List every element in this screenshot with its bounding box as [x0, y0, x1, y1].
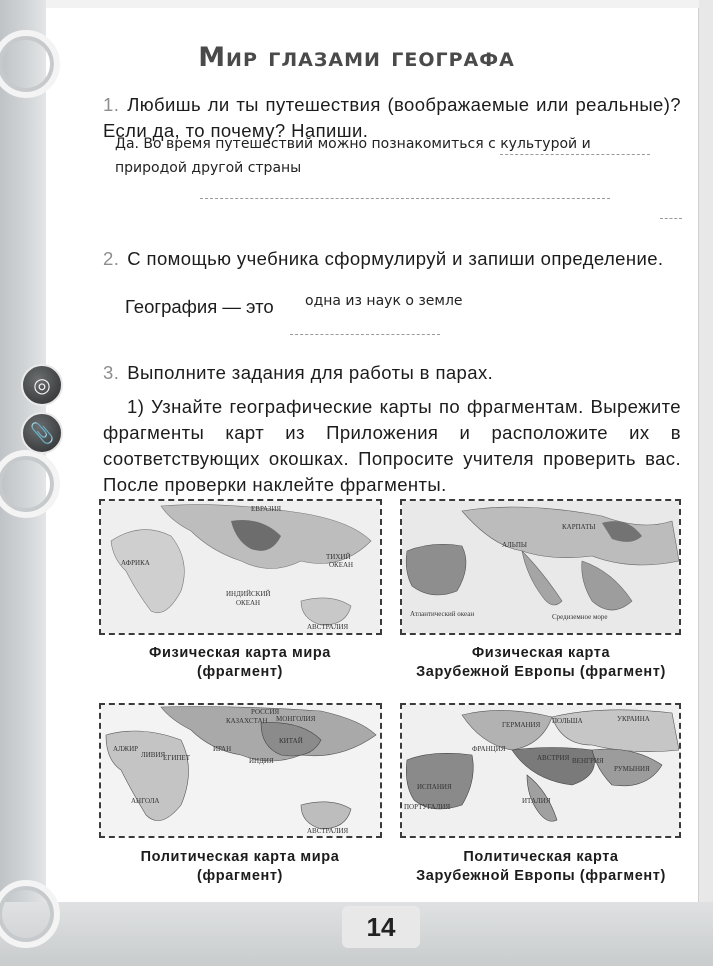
top-band [46, 0, 699, 8]
map-label: МОНГОЛИЯ [276, 715, 316, 723]
answer-line [290, 334, 440, 335]
map-label: ЕВРАЗИЯ [251, 505, 282, 513]
map-label: ОКЕАН [236, 599, 261, 607]
map-label: РОССИЯ [251, 708, 280, 716]
map-label: ПОРТУГАЛИЯ [404, 803, 451, 811]
map-label: ИНДИЯ [249, 757, 274, 765]
map-label: КИТАЙ [279, 737, 303, 745]
right-margin-strip [698, 0, 713, 966]
map-political-europe[interactable] [400, 703, 681, 838]
caption-line: (фрагмент) [197, 664, 283, 680]
task-3-instructions: 1) Узнайте географические карты по фрагментам. Вырежите фрагменты карт из Приложения и расположите их в соответствующих окошках. Попросите учителя проверить вас. После проверки наклейте фрагменты. [103, 396, 681, 495]
map-label: КАРПАТЫ [562, 523, 596, 531]
task-text: Выполните задания для работы в парах. [127, 362, 494, 383]
map-label: АНГОЛА [131, 797, 160, 805]
map-caption [396, 848, 686, 886]
map-label: ИСПАНИЯ [417, 783, 452, 791]
map-label: ЛИВИЯ [141, 751, 166, 759]
map-label: РУМЫНИЯ [614, 765, 650, 773]
map-label: Средиземное море [552, 613, 608, 621]
decor-swirl-icon [0, 450, 60, 518]
page-title: Мир глазами географа [198, 42, 515, 73]
map-caption [140, 644, 340, 682]
map-label: АВСТРАЛИЯ [307, 827, 349, 835]
caption-line: Физическая карта [471, 645, 611, 661]
map-label: АЛЬПЫ [502, 541, 527, 549]
map-physical-europe[interactable] [400, 499, 681, 635]
map-political-world[interactable] [99, 703, 382, 838]
map-label: ГЕРМАНИЯ [502, 721, 541, 729]
map-label: ОКЕАН [329, 561, 354, 569]
caption-line: (фрагмент) [197, 868, 283, 884]
page-number: 14 [342, 906, 420, 948]
map-label: ПОЛЬША [552, 717, 583, 725]
map-label: ИРАН [213, 745, 232, 753]
map-label: АФРИКА [121, 559, 150, 567]
answer-line [660, 218, 682, 219]
map-label: АВСТРИЯ [537, 754, 570, 762]
caption-line: Физическая карта мира [149, 645, 331, 661]
task-text: Любишь ли ты путешествия (воображаемые или реальные)? Если да, то почему? Напиши. [103, 94, 681, 141]
map-label: ИНДИЙСКИЙ [226, 590, 271, 598]
handwritten-answer-line-1: Да. Во время путешествий можно познакомиться с культурой и [115, 136, 591, 152]
map-label: ТИХИЙ [326, 553, 351, 561]
map-label: ВЕНГРИЯ [572, 757, 604, 765]
map-label: АВСТРАЛИЯ [307, 623, 349, 631]
task-3 [103, 360, 681, 386]
map-physical-world[interactable] [99, 499, 382, 635]
map-caption [396, 644, 686, 682]
caption-line: Зарубежной Европы (фрагмент) [416, 664, 666, 680]
map-label: УКРАИНА [617, 715, 650, 723]
handwritten-definition: одна из наук о земле [305, 293, 463, 309]
caption-line: Политическая карта мира [140, 849, 340, 865]
definition-prompt: География — это [125, 296, 274, 317]
task-number: 2. [103, 248, 120, 269]
map-label: ИТАЛИЯ [522, 797, 551, 805]
map-label: АЛЖИР [113, 745, 139, 753]
globe-icon: ◎ [21, 364, 63, 406]
handwritten-answer-line-2: природой другой страны [115, 160, 302, 176]
answer-line [200, 198, 610, 199]
task-number: 1. [103, 94, 120, 115]
task-number: 3. [103, 362, 120, 383]
answer-line [500, 154, 650, 155]
map-caption [110, 848, 370, 886]
map-label: Атлантический океан [410, 610, 475, 618]
map-label: ЕГИПЕТ [163, 754, 190, 762]
caption-line: Зарубежной Европы (фрагмент) [416, 868, 666, 884]
map-label: КАЗАХСТАН [226, 717, 268, 725]
map-label: ФРАНЦИЯ [472, 745, 506, 753]
paperclip-icon: 📎 [21, 412, 63, 454]
task-text: С помощью учебника сформулируй и запиши определение. [127, 248, 664, 269]
caption-line: Политическая карта [463, 849, 619, 865]
task-2 [103, 246, 681, 272]
